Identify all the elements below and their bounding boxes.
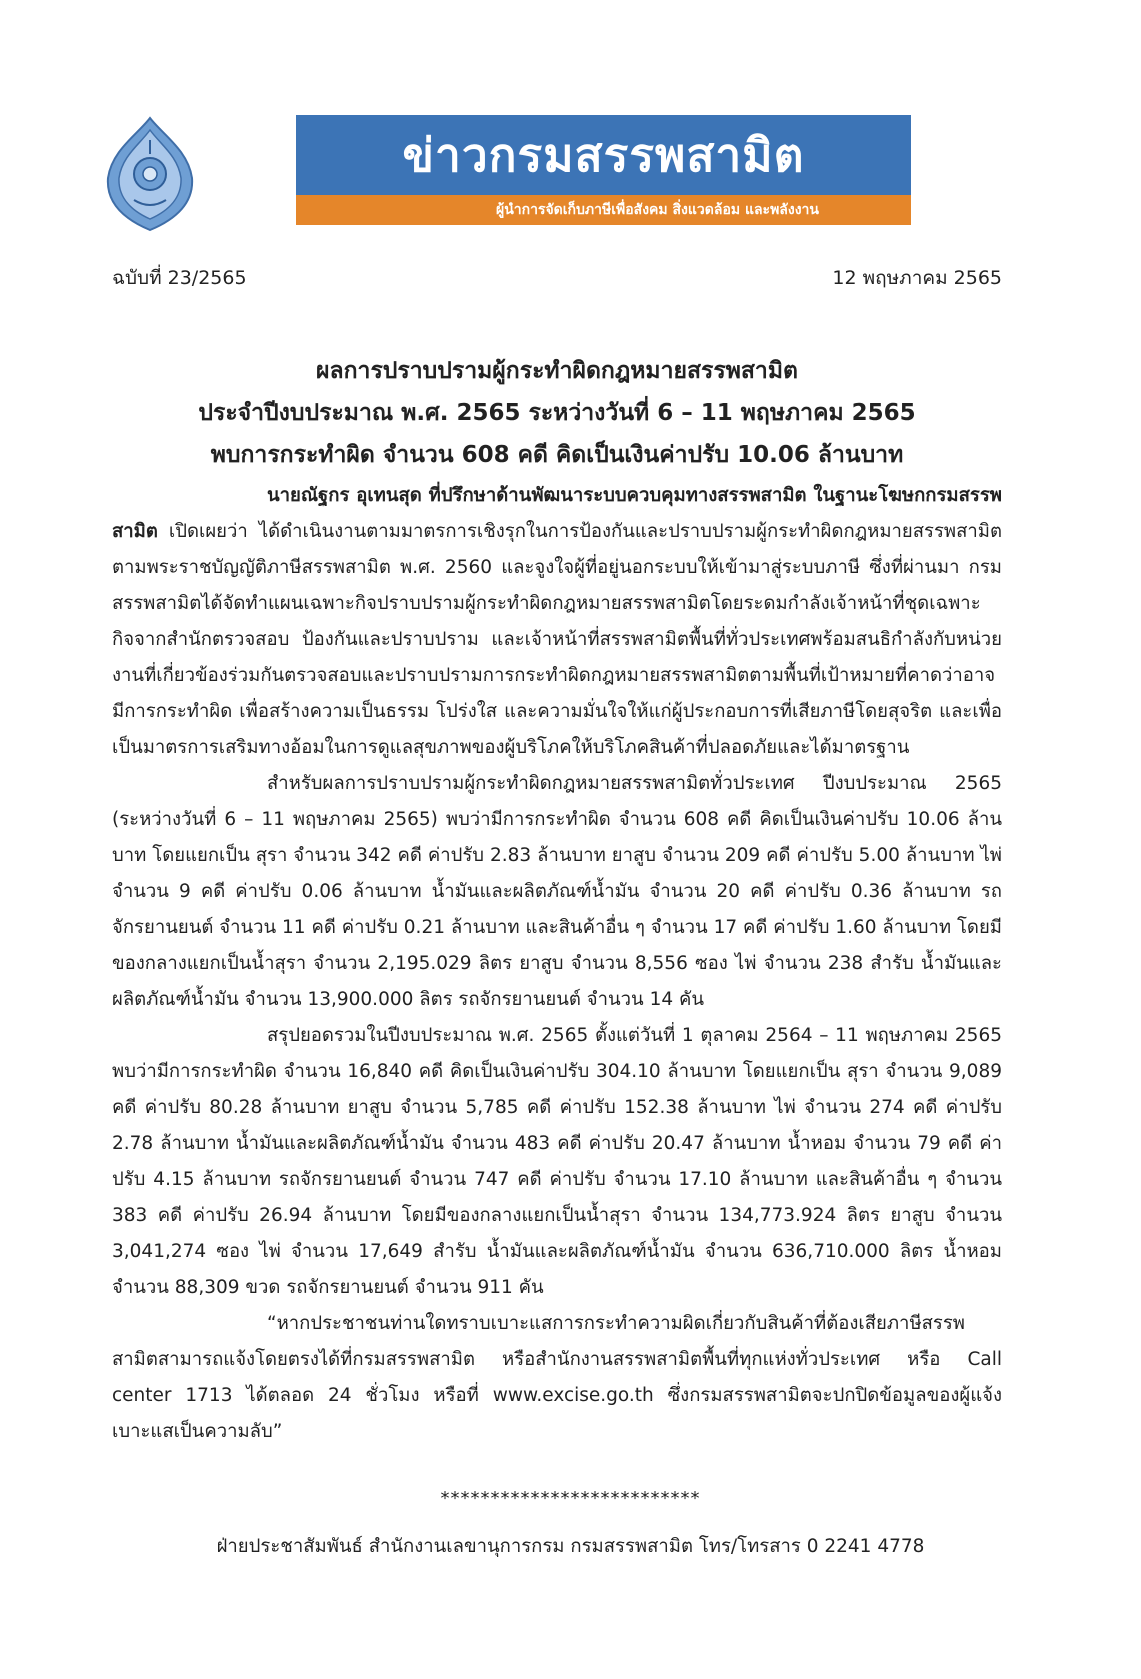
excise-department-emblem-icon bbox=[104, 116, 196, 232]
separator: ************************** bbox=[440, 1488, 701, 1509]
meta-row bbox=[112, 263, 1002, 291]
issue-number: ฉบับที่ 23/2565 bbox=[112, 267, 247, 289]
banner-title: ข่าวกรมสรรพสามิต bbox=[296, 115, 911, 195]
paragraph-intro bbox=[112, 478, 1002, 766]
headline bbox=[112, 350, 1002, 476]
headline-line: พบการกระทำผิด จำนวน 608 คดี คิดเป็นเงินค่าปรับ 10.06 ล้านบาท bbox=[210, 442, 904, 468]
intro-text: เปิดเผยว่า ได้ดำเนินงานตามมาตรการเชิงรุกในการป้องกันและปราบปรามผู้กระทำผิดกฎหมายสรรพสามิตตามพระราชบัญญัติภาษีสรรพสามิต พ.ศ. 2560 และจูงใจผู้ที่อยู่นอกระบบให้เข้ามาสู่ระบบภาษี ซึ่งที่ผ่านมา กรมสรรพสามิตได้จัดทำแผนเฉพาะกิจปราบปรามผู้กระทำผิดกฎหมายสรรพสามิตโดยระดมกำลังเจ้าหน้าที่ชุดเฉพาะกิจจากสำนักตรวจสอบ ป้องกันและปราบปราม และเจ้าหน้าที่สรรพสามิตพื้นที่ทั่วประเทศพร้อมสนธิกำลังกับหน่วยงานที่เกี่ยวข้องร่วมกันตรวจสอบและปราบปรามการกระทำผิดกฎหมายสรรพสามิตตามพื้นที่เป้าหมายที่คาดว่าอาจมีการกระทำผิด เพื่อสร้างความเป็นธรรม โปร่งใส และความมั่นใจให้แก่ผู้ประกอบการที่เสียภาษีโดยสุจริต และเพื่อเป็นมาตรการเสริมทางอ้อมในการดูแลสุขภาพของผู้บริโภคให้บริโภคสินค้าที่ปลอดภัยและได้มาตรฐาน bbox=[112, 521, 1002, 758]
article-body bbox=[112, 478, 1002, 1450]
headline-line: ประจำปีงบประมาณ พ.ศ. 2565 ระหว่างวันที่ 6 – 11 พฤษภาคม 2565 bbox=[198, 400, 916, 426]
paragraph-weekly-results: สำหรับผลการปราบปรามผู้กระทำผิดกฎหมายสรรพสามิตทั่วประเทศ ปีงบประมาณ 2565 (ระหว่างวันที่ 6 – 11 พฤษภาคม 2565) พบว่ามีการกระทำผิด จำนวน 608 คดี คิดเป็นเงินค่าปรับ 10.06 ล้านบาท โดยแยกเป็น สุรา จำนวน 342 คดี ค่าปรับ 2.83 ล้านบาท ยาสูบ จำนวน 209 คดี ค่าปรับ 5.00 ล้านบาท ไพ่ จำนวน 9 คดี ค่าปรับ 0.06 ล้านบาท น้ำมันและผลิตภัณฑ์น้ำมัน จำนวน 20 คดี ค่าปรับ 0.36 ล้านบาท รถจักรยานยนต์ จำนวน 11 คดี ค่าปรับ 0.21 ล้านบาท และสินค้าอื่น ๆ จำนวน 17 คดี ค่าปรับ 1.60 ล้านบาท โดยมีของกลางแยกเป็นน้ำสุรา จำนวน 2,195.029 ลิตร ยาสูบ จำนวน 8,556 ซอง ไพ่ จำนวน 238 สำรับ น้ำมันและผลิตภัณฑ์น้ำมัน จำนวน 13,900.000 ลิตร รถจักรยานยนต์ จำนวน 14 คัน bbox=[112, 773, 1002, 1010]
footer-contact: ฝ่ายประชาสัมพันธ์ สำนักงานเลขานุการกรม กรมสรรพสามิต โทร/โทรสาร 0 2241 4778 bbox=[216, 1536, 925, 1557]
headline-line: ผลการปราบปรามผู้กระทำผิดกฎหมายสรรพสามิต bbox=[316, 358, 798, 384]
issue-date: 12 พฤษภาคม 2565 bbox=[832, 267, 1002, 289]
header-banner bbox=[296, 115, 911, 225]
paragraph-tipoff-notice: “หากประชาชนท่านใดทราบเบาะแสการกระทำความผิดเกี่ยวกับสินค้าที่ต้องเสียภาษีสรรพสามิตสามารถแจ้งโดยตรงได้ที่กรมสรรพสามิต หรือสำนักงานสรรพสามิตพื้นที่ทุกแห่งทั่วประเทศ หรือ Call center 1713 ได้ตลอด 24 ชั่วโมง หรือที่ www.excise.go.th ซึ่งกรมสรรพสามิตจะปกปิดข้อมูลของผู้แจ้งเบาะแสเป็นความลับ” bbox=[112, 1313, 1002, 1442]
banner-subtitle: ผู้นำการจัดเก็บภาษีเพื่อสังคม สิ่งแวดล้อม และพลังงาน bbox=[296, 195, 911, 225]
paragraph-fiscal-summary: สรุปยอดรวมในปีงบประมาณ พ.ศ. 2565 ตั้งแต่วันที่ 1 ตุลาคม 2564 – 11 พฤษภาคม 2565 พบว่ามีการกระทำผิด จำนวน 16,840 คดี คิดเป็นเงินค่าปรับ 304.10 ล้านบาท โดยแยกเป็น สุรา จำนวน 9,089 คดี ค่าปรับ 80.28 ล้านบาท ยาสูบ จำนวน 5,785 คดี ค่าปรับ 152.38 ล้านบาท ไพ่ จำนวน 274 คดี ค่าปรับ 2.78 ล้านบาท น้ำมันและผลิตภัณฑ์น้ำมัน จำนวน 483 คดี ค่าปรับ 20.47 ล้านบาท น้ำหอม จำนวน 79 คดี ค่าปรับ 4.15 ล้านบาท รถจักรยานยนต์ จำนวน 747 คดี ค่าปรับ จำนวน 17.10 ล้านบาท และสินค้าอื่น ๆ จำนวน 383 คดี ค่าปรับ 26.94 ล้านบาท โดยมีของกลางแยกเป็นน้ำสุรา จำนวน 134,773.924 ลิตร ยาสูบ จำนวน 3,041,274 ซอง ไพ่ จำนวน 17,649 สำรับ น้ำมันและผลิตภัณฑ์น้ำมัน จำนวน 636,710.000 ลิตร น้ำหอม จำนวน 88,309 ขวด รถจักรยานยนต์ จำนวน 911 คัน bbox=[112, 1025, 1002, 1298]
spokesperson-lead: นายณัฐกร อุเทนสุด ที่ปรึกษาด้านพัฒนาระบบควบคุมทางสรรพสามิต ในฐานะโฆษกกรมสรรพสามิต bbox=[112, 485, 1002, 542]
